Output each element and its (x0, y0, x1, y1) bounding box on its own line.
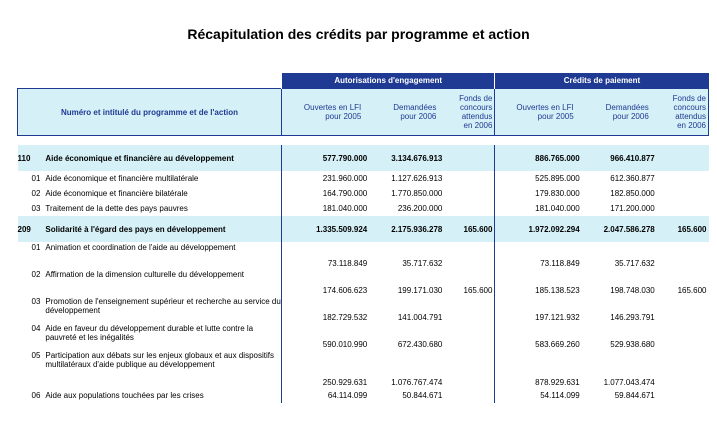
header-line: concours (459, 103, 493, 112)
header-line: en 2006 (463, 121, 493, 130)
header-line: en 2006 (677, 121, 706, 130)
header-line: Ouvertes en LFI (516, 103, 574, 112)
cell-cp-dem: 198.748.030 (610, 286, 655, 295)
program-row (18, 216, 709, 242)
cell-cp-dem: 59.844.671 (614, 391, 655, 400)
cell-cp-fonds (655, 388, 709, 403)
cell-ae-ouv: 174.606.623 (281, 269, 367, 296)
action-row (18, 201, 709, 216)
action-row (18, 242, 709, 269)
cell-ae-ouv: 577.790.000 (281, 145, 367, 171)
row-label: Promotion de l'enseignement supérieur et recherche au service du développement (45, 297, 281, 315)
cell-cp-fonds (655, 350, 709, 388)
cell-cp-fonds (655, 296, 709, 323)
cell-ae-dem: 1.076.767.474 (391, 378, 443, 387)
cell-ae-dem: 236.200.000 (397, 204, 443, 213)
cell-cp-fonds (655, 323, 709, 350)
row-code: 01 (31, 174, 41, 183)
header-line: pour 2005 (325, 112, 362, 121)
cell-cp-dem: 171.200.000 (610, 204, 655, 213)
cell-cp-fonds: 165.600 (677, 286, 707, 295)
header-line: Fonds de (459, 94, 493, 103)
cell-ae-fonds (442, 350, 495, 388)
cell-cp-fonds (655, 145, 709, 171)
row-label: Aide économique et financière au développement (45, 145, 281, 171)
ae-demandees-header (367, 89, 442, 136)
header-line: Demandées (605, 103, 649, 112)
row-label: Animation et coordination de l'aide au développement (45, 243, 236, 252)
cell-ae-dem: 199.171.030 (397, 286, 443, 295)
cell-ae-dem: 35.717.632 (402, 259, 443, 268)
cell-cp-dem: 2.047.586.278 (580, 216, 655, 242)
action-row (18, 171, 709, 186)
row-label: Aide en faveur du développement durable et lutte contre la pauvreté et les inégalités (45, 324, 254, 342)
row-label: Affirmation de la dimension culturelle du développement (45, 270, 245, 279)
cell-cp-fonds: 165.600 (655, 216, 709, 242)
spacer-cell (18, 136, 709, 146)
cp-fonds-header (655, 89, 709, 136)
header-line: pour 2005 (537, 112, 574, 121)
cell-ae-fonds (442, 388, 495, 403)
cell-ae-ouv: 164.790.000 (281, 186, 367, 201)
cell-cp-ouv: 185.138.523 (495, 269, 580, 296)
cell-ae-dem: 2.175.936.278 (367, 216, 442, 242)
header-line: pour 2006 (612, 112, 649, 121)
row-label: Participation aux débats sur les enjeux globaux et aux dispositifs multilatéraux d'aide publique au développement (45, 351, 274, 369)
cell-ae-ouv: 231.960.000 (281, 171, 367, 186)
cell-cp-fonds (655, 186, 709, 201)
action-row (18, 388, 709, 403)
cell-cp-ouv: 54.114.099 (495, 388, 580, 403)
cell-cp-dem: 1.077.043.474 (603, 378, 655, 387)
cell-cp-dem: 35.717.632 (614, 259, 655, 268)
spacer-row (18, 136, 709, 146)
cell-ae-ouv: 1.335.509.924 (281, 216, 367, 242)
row-label: Aide aux populations touchées par les crises (45, 391, 204, 400)
cell-cp-ouv: 73.118.849 (495, 242, 580, 269)
ae-ouvertes-header (281, 89, 367, 136)
row-code: 110 (18, 145, 46, 171)
row-code: 06 (31, 391, 41, 400)
cell-cp-ouv: 878.929.631 (495, 350, 580, 388)
cp-group-header: Crédits de paiement (495, 73, 709, 89)
cell-ae-dem: 3.134.676.913 (367, 145, 442, 171)
cell-ae-fonds: 165.600 (442, 216, 495, 242)
row-code: 01 (31, 243, 41, 252)
header-line: Ouvertes en LFI (303, 103, 362, 112)
cell-cp-dem: 146.293.791 (610, 313, 655, 322)
column-header-row (18, 89, 709, 136)
cell-ae-dem: 50.844.671 (402, 391, 443, 400)
cell-ae-dem: 1.127.626.913 (391, 174, 443, 183)
cell-cp-ouv: 1.972.092.294 (495, 216, 580, 242)
cell-cp-ouv: 179.830.000 (495, 186, 580, 201)
blank-cell (18, 73, 282, 89)
row-code: 03 (31, 204, 41, 213)
action-row (18, 350, 709, 388)
header-line: attendus (675, 112, 706, 121)
row-code: 209 (18, 216, 46, 242)
label-column-header: Numéro et intitulé du programme et de l'action (18, 89, 282, 136)
cell-ae-dem: 141.004.791 (397, 313, 443, 322)
row-code: 04 (31, 324, 41, 333)
credits-table (17, 73, 709, 403)
cell-ae-ouv: 73.118.849 (281, 242, 367, 269)
cell-cp-ouv: 583.669.260 (495, 323, 580, 350)
cell-cp-dem: 966.410.877 (580, 145, 655, 171)
ae-fonds-header (442, 89, 495, 136)
action-row (18, 186, 709, 201)
cell-cp-fonds (655, 201, 709, 216)
cell-cp-ouv: 181.040.000 (495, 201, 580, 216)
ae-group-header: Autorisations d'engagement (281, 73, 494, 89)
cell-ae-ouv: 64.114.099 (281, 388, 367, 403)
row-label: Aide économique et financière multilatérale (45, 174, 199, 183)
cell-ae-fonds (442, 145, 495, 171)
cell-ae-fonds (442, 171, 495, 186)
cell-cp-dem: 612.360.877 (610, 174, 655, 183)
row-code: 02 (31, 189, 41, 198)
action-row (18, 296, 709, 323)
cell-cp-fonds (655, 242, 709, 269)
cell-ae-dem: 672.430.680 (397, 340, 443, 349)
header-line: Demandées (393, 103, 437, 112)
program-row (18, 145, 709, 171)
cell-ae-fonds (442, 242, 495, 269)
row-code: 03 (31, 297, 41, 306)
cell-ae-ouv: 590.010.990 (281, 323, 367, 350)
cell-ae-dem: 1.770.850.000 (391, 189, 443, 198)
cp-ouvertes-header (495, 89, 580, 136)
header-line: attendus (461, 112, 493, 121)
cell-ae-ouv: 182.729.532 (281, 296, 367, 323)
table-body (18, 145, 709, 403)
action-row (18, 323, 709, 350)
row-label: Aide économique et financière bilatérale (45, 189, 188, 198)
header-line: pour 2006 (400, 112, 437, 121)
cell-ae-ouv: 181.040.000 (281, 201, 367, 216)
group-header-row (18, 73, 709, 89)
cell-ae-ouv: 250.929.631 (281, 350, 367, 388)
cell-ae-fonds (442, 201, 495, 216)
page-title: Récapitulation des crédits par programme et action (187, 26, 530, 42)
header-line: Fonds de (672, 94, 706, 103)
cell-ae-fonds (442, 186, 495, 201)
row-code: 02 (31, 270, 41, 279)
row-label: Solidarité à l'égard des pays en développement (45, 216, 281, 242)
cp-demandees-header (580, 89, 655, 136)
cell-ae-fonds (442, 323, 495, 350)
row-code: 05 (31, 351, 41, 360)
action-row (18, 269, 709, 296)
cell-ae-fonds (442, 296, 495, 323)
cell-cp-ouv: 886.765.000 (495, 145, 580, 171)
cell-cp-ouv: 197.121.932 (495, 296, 580, 323)
row-label: Traitement de la dette des pays pauvres (45, 204, 188, 213)
cell-ae-fonds: 165.600 (463, 286, 493, 295)
header-line: concours (673, 103, 706, 112)
cell-cp-dem: 529.938.680 (610, 340, 655, 349)
cell-cp-fonds (655, 171, 709, 186)
cell-cp-ouv: 525.895.000 (495, 171, 580, 186)
cell-cp-dem: 182.850.000 (610, 189, 655, 198)
